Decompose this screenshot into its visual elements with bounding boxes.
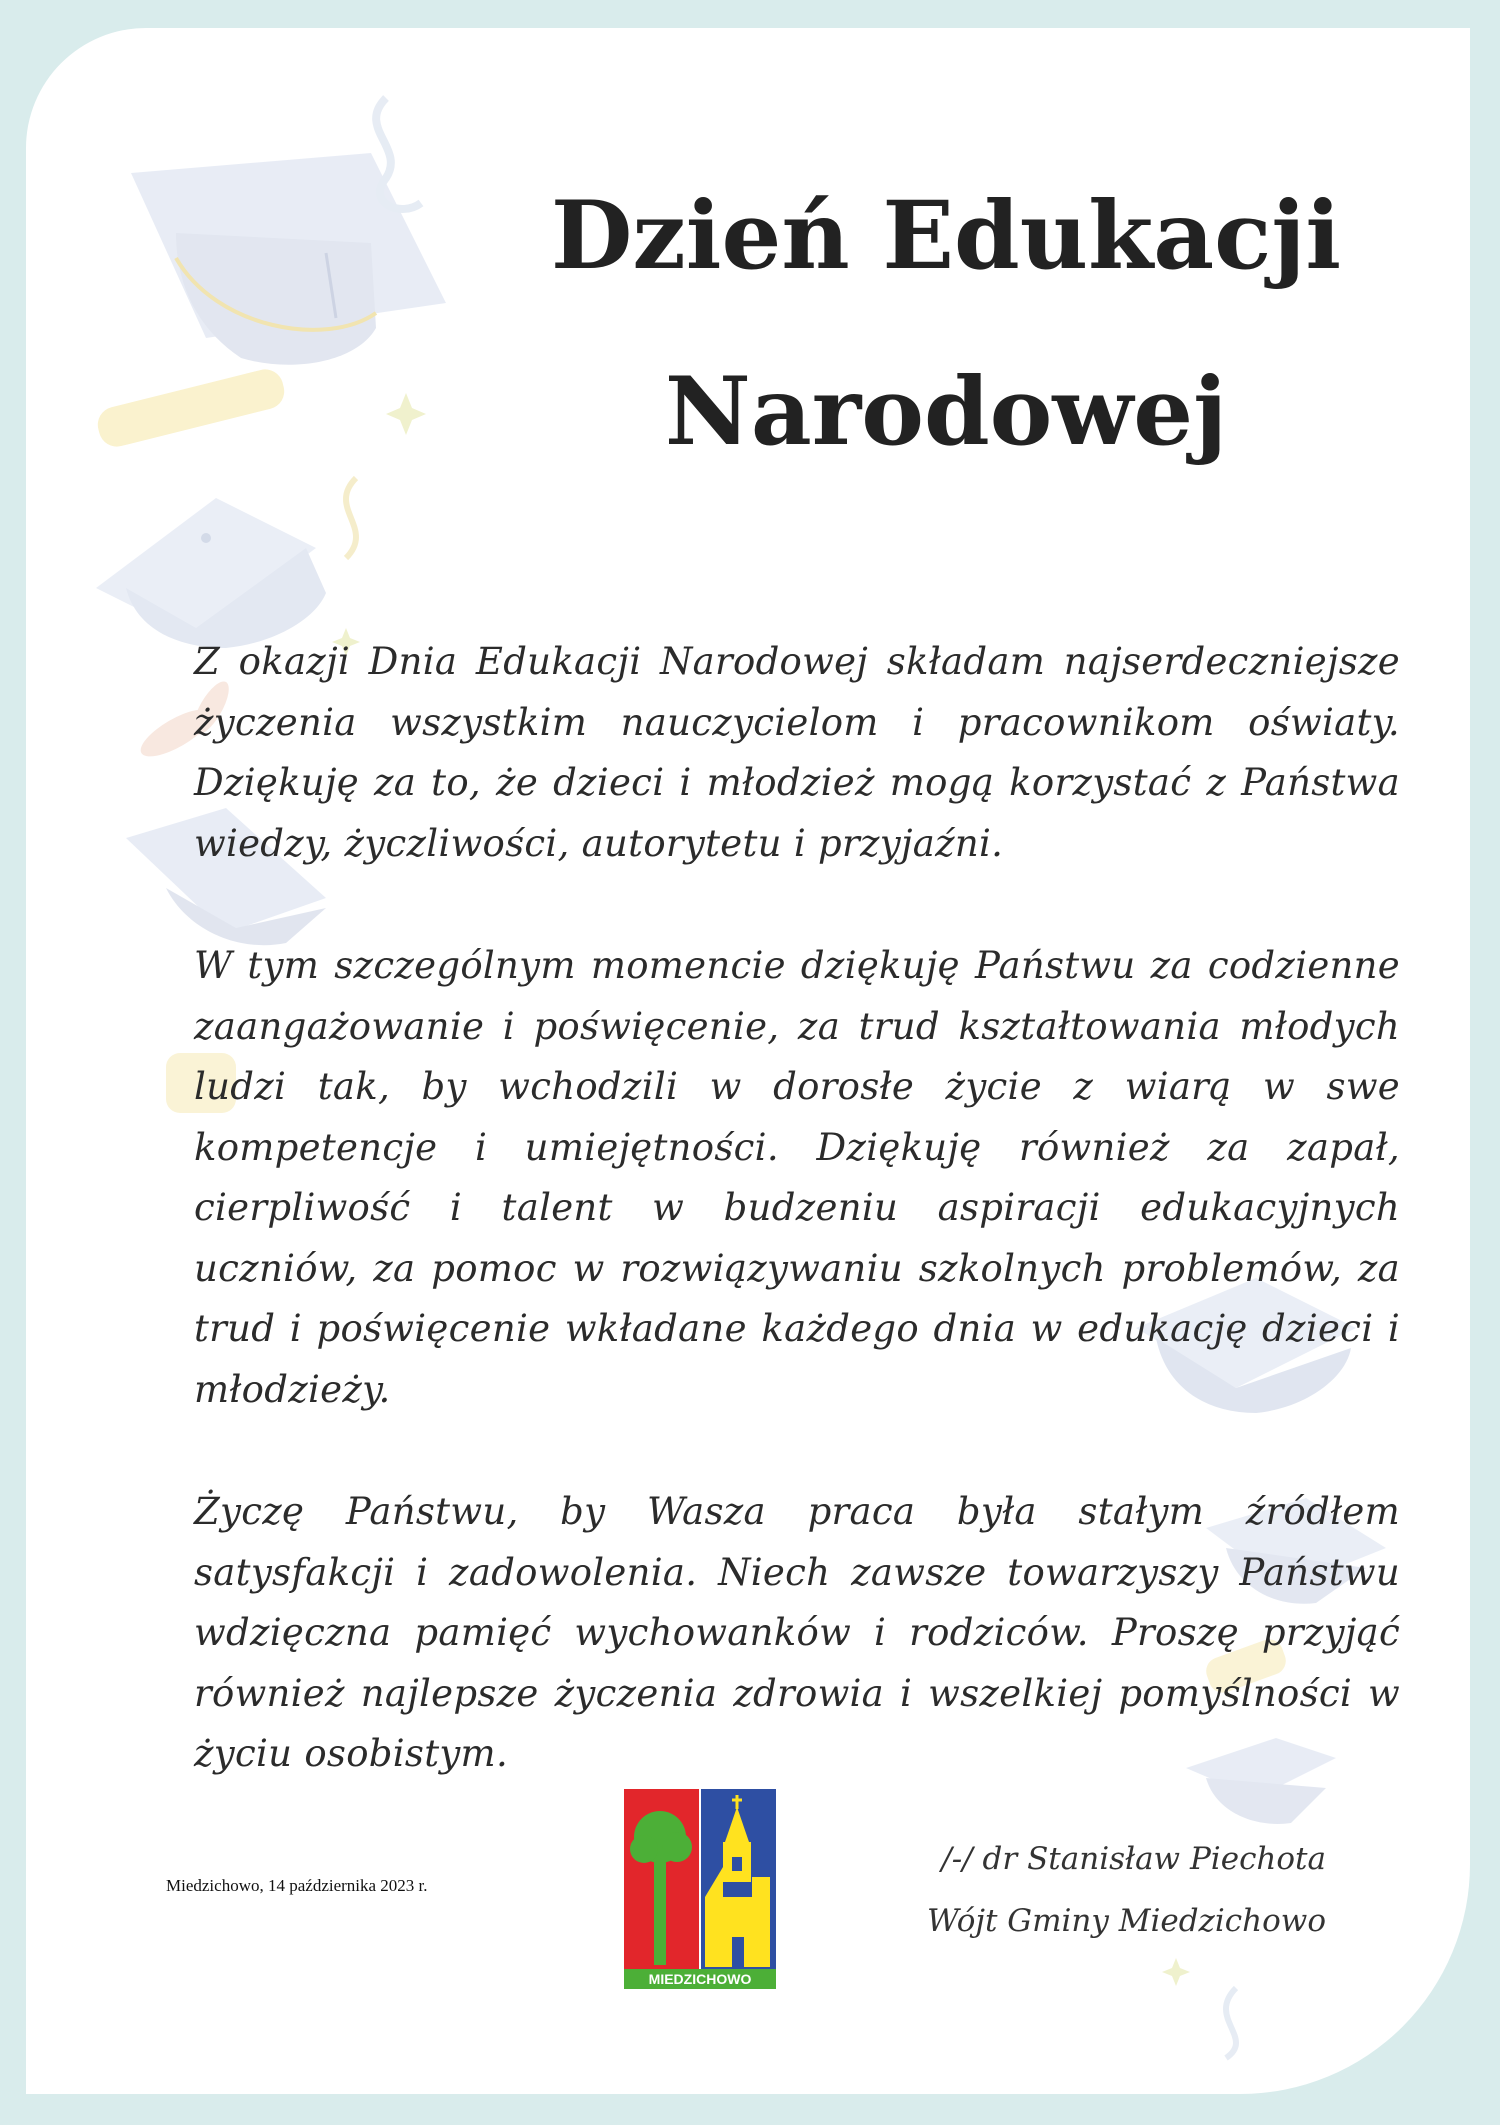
letter-body (194, 632, 1400, 1847)
signature-name: /-/ dr Stanisław Piechota (941, 1841, 1326, 1877)
page-title (446, 148, 1446, 500)
paragraph-2: W tym szczególnym momencie dziękuję Państwu za codzienne zaangażowanie i poświęcenie, za trud kształtowania młodych ludzi tak, by wchodzili w dorosłe życie z wiarą w swe kompetencje i umiejętności. Dziękuję również za zapał, cierpliwość i talent w budzeniu aspiracji edukacyjnych uczniów, za pomoc w rozwiązywaniu szkolnych problemów, za trud i poświęcenie wkładane każdego dnia w edukację dzieci i młodzieży. (194, 944, 1400, 1411)
crest-label: MIEDZICHOWO (648, 1971, 752, 1987)
title-line-1: Dzień Edukacji (550, 181, 1342, 291)
signature-block (856, 1828, 1326, 1952)
place-and-date: Miedzichowo, 14 października 2023 r. (166, 1876, 428, 1895)
coat-of-arms-icon (622, 1787, 778, 1991)
letter-sheet (26, 28, 1470, 2094)
graduation-cap-icon (96, 498, 326, 648)
signature-title: Wójt Gminy Miedzichowo (926, 1903, 1326, 1939)
paragraph-1: Z okazji Dnia Edukacji Narodowej składam najserdeczniejsze życzenia wszystkim nauczycielom i pracownikom oświaty. Dziękuję za to, że dzieci i młodzież mogą korzystać z Państwa wiedzy, życzliwości, autorytetu i przyjaźni. (194, 640, 1400, 865)
paragraph-3: Życzę Państwu, by Wasza praca była stałym źródłem satysfakcji i zadowolenia. Niech zawsze towarzyszy Państwu wdzięczna pamięć wychowanków i rodziców. Proszę przyjąć również najlepsze życzenia zdrowia i wszelkiej pomyślności w życiu osobistym. (194, 1490, 1400, 1775)
graduation-cap-icon (131, 153, 446, 365)
title-line-2: Narodowej (664, 357, 1228, 467)
